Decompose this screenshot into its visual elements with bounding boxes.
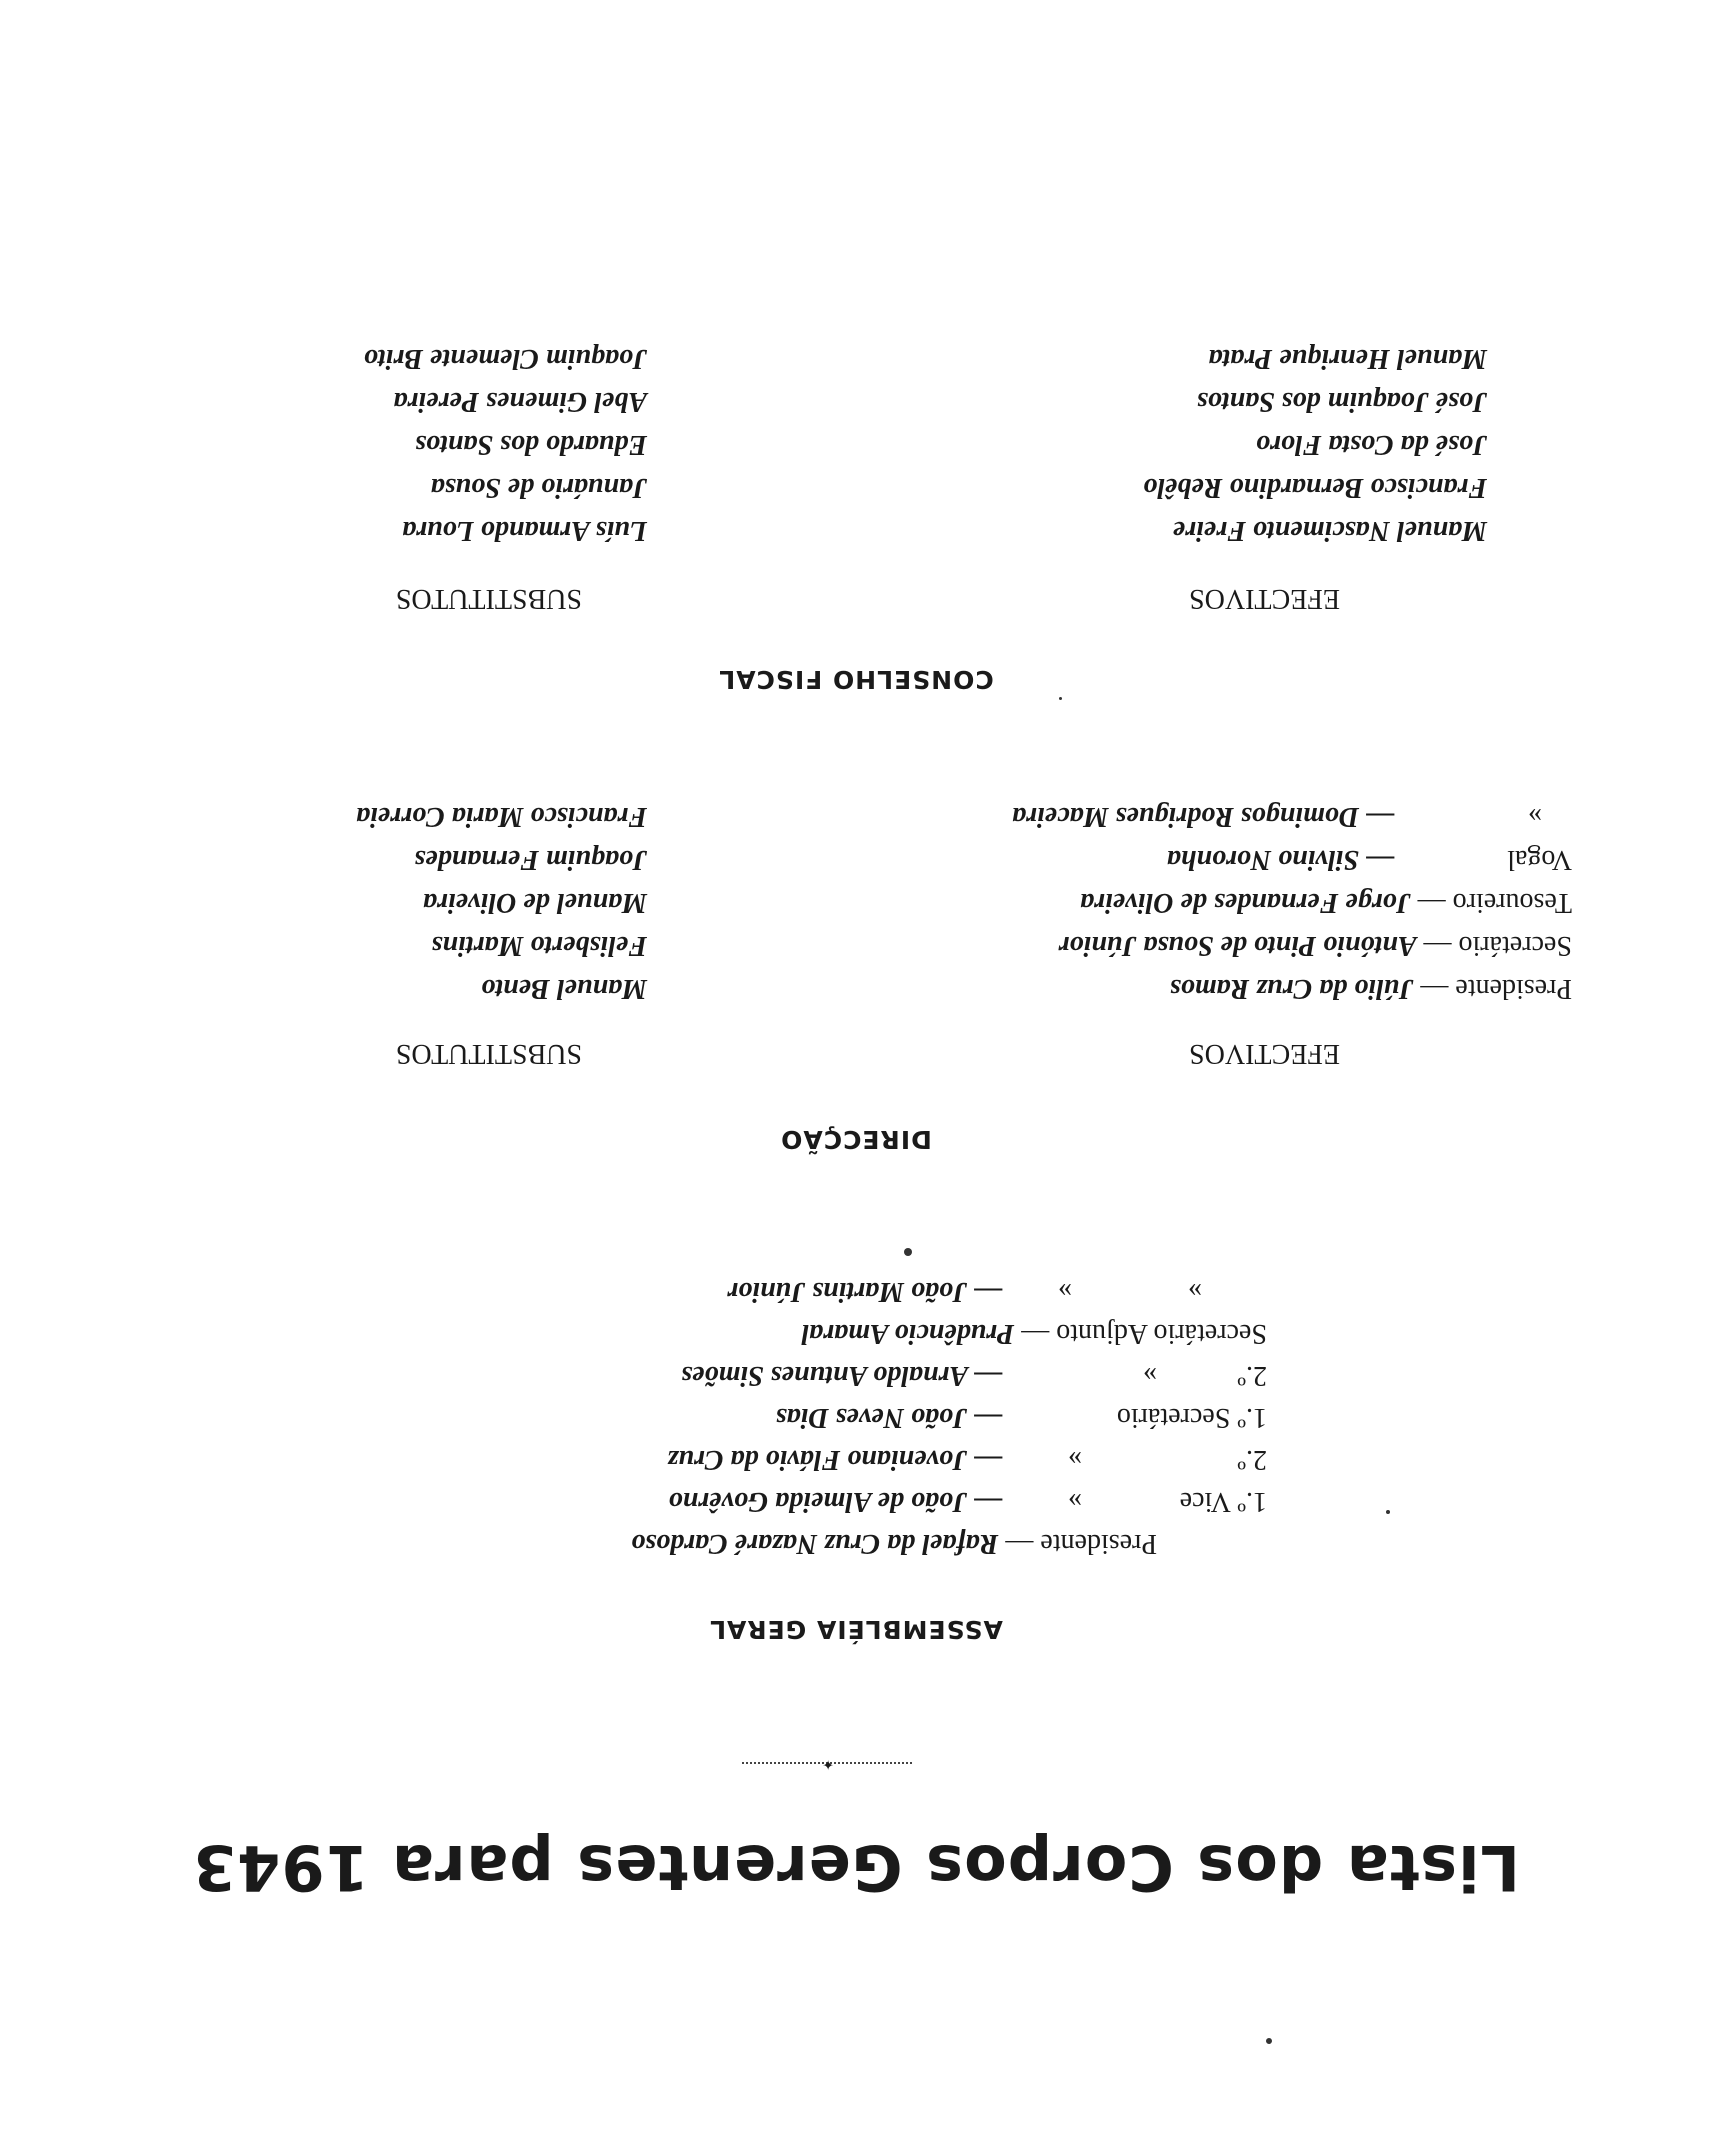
assembleia-role: 2.º bbox=[1237, 1444, 1267, 1475]
scan-speck bbox=[1386, 1510, 1390, 1514]
conselho-efectivo: Manuel Nascimento Freire bbox=[1172, 515, 1487, 546]
assembleia-row bbox=[631, 1527, 1157, 1559]
assembleia-role: 1.º Vice bbox=[1179, 1486, 1267, 1517]
conselho-heading: CONSELHO FISCAL bbox=[718, 665, 994, 694]
scan-speck bbox=[904, 1248, 912, 1256]
conselho-substituto: Luís Armando Loura bbox=[402, 515, 647, 546]
direccao-efectivo-row bbox=[1170, 972, 1572, 1004]
assembleia-name: — João Neves Dias bbox=[775, 1402, 1002, 1433]
conselho-efectivos-label: EFECTIVOS bbox=[1189, 583, 1340, 614]
assembleia-role: 2.º bbox=[1237, 1360, 1267, 1391]
assembleia-role: Secretário Adjunto — bbox=[1021, 1318, 1267, 1349]
conselho-efectivo: José Joaquim dos Santos bbox=[1196, 386, 1487, 417]
conselho-efectivo: José da Costa Floro bbox=[1255, 429, 1487, 460]
direccao-heading: DIRECÇÃO bbox=[780, 1125, 932, 1154]
direccao-name: António Pinto de Sousa Júnior bbox=[1058, 930, 1417, 961]
ditto-mark: » bbox=[1068, 1444, 1082, 1475]
ditto-mark: » bbox=[1143, 1360, 1157, 1391]
direccao-efectivo-row bbox=[1080, 886, 1572, 918]
conselho-substituto: Januário de Sousa bbox=[430, 472, 647, 503]
conselho-substituto: Abel Gimenes Pereira bbox=[393, 386, 647, 417]
scan-speck bbox=[1266, 2038, 1272, 2044]
assembleia-role: 1.º Secretário bbox=[1116, 1402, 1267, 1433]
assembleia-name: Rafael da Cruz Nazaré Cardoso bbox=[631, 1528, 999, 1559]
direccao-efectivo-row bbox=[1059, 929, 1572, 961]
direccao-name: Jorge Fernandes de Oliveira bbox=[1080, 887, 1411, 918]
assembleia-heading: ASSEMBLÉIA GERAL bbox=[709, 1615, 1003, 1644]
direccao-substituto: Joaquim Fernandes bbox=[414, 844, 647, 875]
ditto-mark: » bbox=[1528, 801, 1542, 832]
direccao-name: — Silvino Noronha bbox=[1166, 844, 1394, 875]
assembleia-name: Prudêncio Amaral bbox=[801, 1318, 1015, 1349]
page-title: Lista dos Corpos Gerentes para 1943 bbox=[192, 1831, 1520, 1904]
assembleia-name: — Joveniano Flávio da Cruz bbox=[667, 1444, 1002, 1475]
direccao-efectivos-label: EFECTIVOS bbox=[1189, 1038, 1340, 1069]
direccao-substituto: Felisberto Martins bbox=[431, 930, 647, 961]
scan-speck bbox=[1059, 697, 1062, 700]
assembleia-name: — João Martins Júnior bbox=[727, 1276, 1002, 1307]
assembleia-row bbox=[801, 1317, 1267, 1349]
conselho-substituto: Joaquim Clemente Brito bbox=[363, 343, 647, 374]
divider-ornament-icon: ✦ bbox=[822, 1756, 834, 1771]
direccao-role: Presidente — bbox=[1420, 973, 1572, 1004]
ditto-mark: » bbox=[1058, 1276, 1072, 1307]
direccao-name: Júlio da Cruz Ramos bbox=[1169, 973, 1414, 1004]
direccao-role: Vogal bbox=[1507, 844, 1572, 875]
assembleia-name: — Arnaldo Antunes Simões bbox=[681, 1360, 1002, 1391]
conselho-efectivo: Francisco Bernardino Rebêlo bbox=[1143, 472, 1487, 503]
direccao-role: Secretário — bbox=[1423, 930, 1572, 961]
direccao-role: Tesoureiro — bbox=[1417, 887, 1572, 918]
conselho-efectivo: Manuel Henrique Prata bbox=[1208, 343, 1487, 374]
direccao-substitutos-label: SUBSTITUTOS bbox=[395, 1038, 582, 1069]
assembleia-role: Presidente — bbox=[1005, 1528, 1157, 1559]
assembleia-name: — João de Almeida Govêrno bbox=[668, 1486, 1002, 1517]
direccao-name: — Domingos Rodrigues Maceira bbox=[1012, 801, 1394, 832]
ditto-mark: » bbox=[1068, 1486, 1082, 1517]
ditto-mark: » bbox=[1188, 1276, 1202, 1307]
direccao-substituto: Francisco Maria Correia bbox=[356, 801, 647, 832]
direccao-substituto: Manuel de Oliveira bbox=[423, 887, 647, 918]
direccao-substituto: Manuel Bento bbox=[481, 973, 647, 1004]
conselho-substituto: Eduardo dos Santos bbox=[415, 429, 647, 460]
conselho-substitutos-label: SUBSTITUTOS bbox=[395, 583, 582, 614]
